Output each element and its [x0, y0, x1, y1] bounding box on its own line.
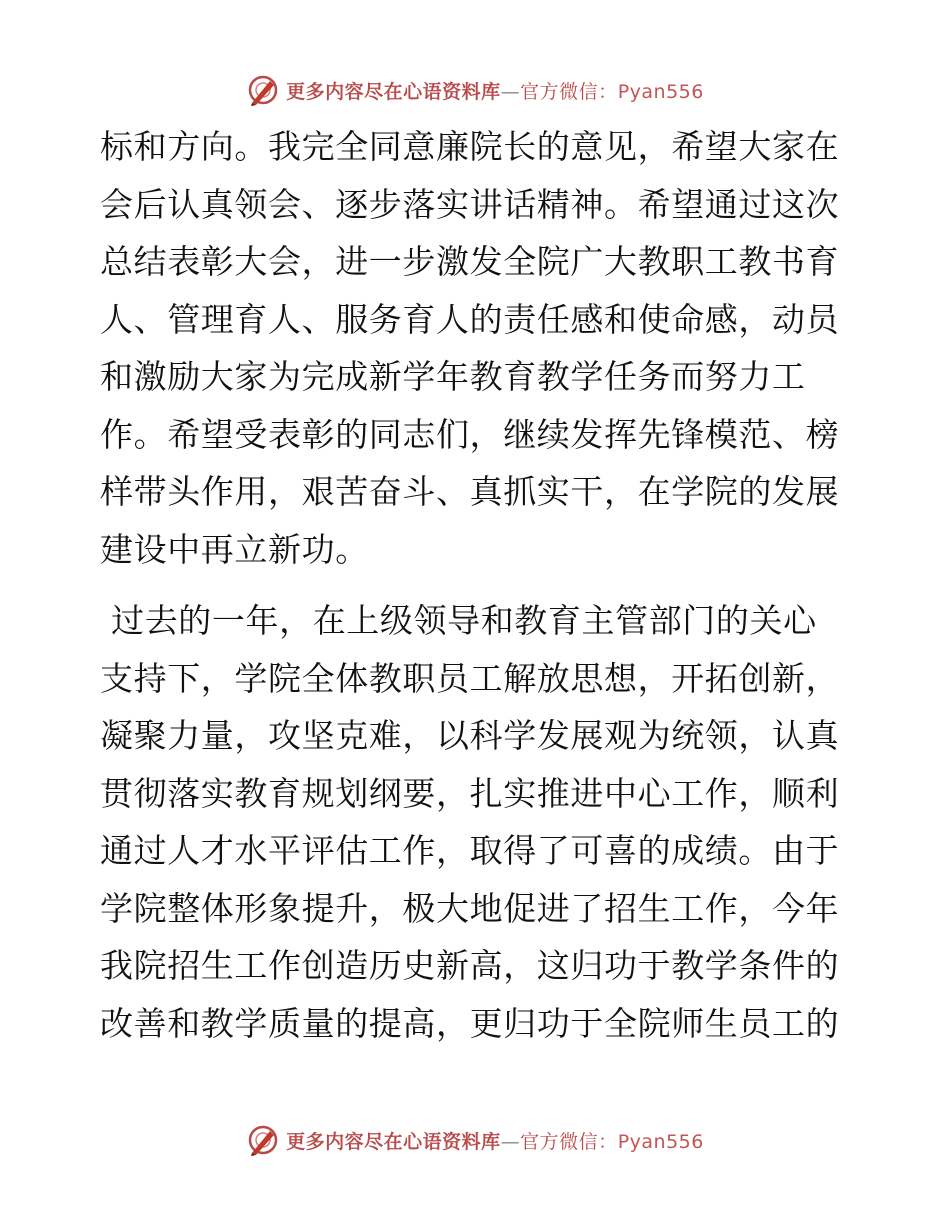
header-account: Pyan556: [617, 80, 704, 103]
footer-suffix: 官方微信：: [520, 1130, 618, 1153]
text-line: 改善和教学质量的提高，更归功于全院师生员工的: [100, 1003, 840, 1043]
footer-brand: 更多内容尽在心语资料库: [286, 1130, 501, 1153]
header-banner: [0, 70, 950, 110]
text-line: 凝聚力量，攻坚克难，以科学发展观为统领，认真: [100, 716, 840, 755]
pen-logo-icon: [246, 1123, 280, 1157]
text-line: 总结表彰大会，进一步激发全院广大教职工教书育: [100, 242, 840, 281]
text-line: 过去的一年，在上级领导和教育主管部门的关心: [100, 601, 817, 640]
text-line: 会后认真领会、逐步落实讲话精神。希望通过这次: [100, 184, 840, 224]
text-line: 我院招生工作创造历史新高，这归功于教学条件的: [100, 946, 840, 985]
header-banner-text: [286, 77, 704, 104]
footer-banner-text: [286, 1127, 704, 1154]
text-line: 建设中再立新功。: [100, 529, 369, 569]
header-suffix: 官方微信：: [520, 80, 618, 103]
text-line: 学院整体形象提升，极大地促进了招生工作，今年: [100, 888, 840, 928]
paragraph-1: [100, 118, 850, 578]
paragraph-spacer: [100, 578, 850, 592]
text-line: 和激励大家为完成新学年教育教学任务而努力工: [100, 357, 806, 396]
footer-banner: [0, 1120, 950, 1160]
pen-logo-icon: [246, 73, 280, 107]
text-line: 人、管理育人、服务育人的责任感和使命感，动员: [100, 299, 840, 339]
footer-separator: —: [500, 1130, 521, 1153]
document-body: [100, 118, 850, 1052]
text-line: 标和方向。我完全同意廉院长的意见，希望大家在: [100, 127, 840, 166]
footer-account: Pyan556: [617, 1130, 704, 1153]
text-line: 样带头作用，艰苦奋斗、真抓实干，在学院的发展: [100, 472, 840, 511]
header-brand: 更多内容尽在心语资料库: [286, 80, 501, 103]
text-line: 支持下，学院全体教职员工解放思想，开拓创新，: [100, 658, 840, 698]
paragraph-2: [100, 592, 850, 1052]
text-line: 作。希望受表彰的同志们，继续发挥先锋模范、榜: [100, 414, 840, 454]
text-line: 通过人才水平评估工作，取得了可喜的成绩。由于: [100, 831, 840, 870]
header-separator: —: [500, 80, 521, 103]
text-line: 贯彻落实教育规划纲要，扎实推进中心工作，顺利: [100, 773, 840, 813]
